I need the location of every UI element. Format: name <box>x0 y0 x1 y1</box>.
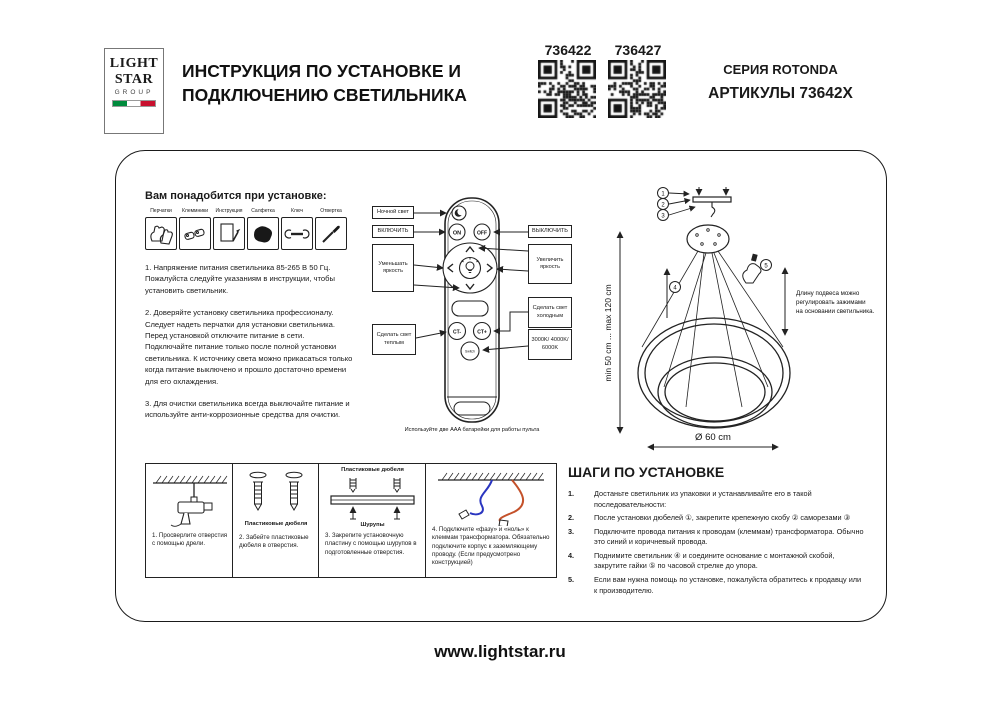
plate-screws-icon <box>325 477 420 521</box>
on-button <box>449 224 465 240</box>
ct-minus-button <box>449 323 466 340</box>
svg-text:OFF: OFF <box>477 230 487 237</box>
logo-text: LIGHT <box>109 56 159 71</box>
cloth-icon <box>250 221 276 247</box>
svg-text:CT+: CT+ <box>477 329 487 336</box>
off-button <box>474 224 490 240</box>
tool-manual <box>213 208 245 250</box>
qr-code-1 <box>538 60 596 118</box>
hand-adjusting-icon <box>743 254 772 283</box>
tool-label: Отвертка <box>320 208 342 214</box>
panel-label: Пластиковые дюбеля <box>341 467 404 473</box>
panel-caption: 4. Подключите «фазу» и «ноль» к клеммам трансформатора. Обязательно подключите корпус к заземляющему проводу. (Если предусмотрено конструкцией) <box>432 526 550 567</box>
panel-wires <box>426 464 556 577</box>
qr-label-2: 736427 <box>614 42 662 58</box>
battery-note: Используйте две AAA батарейки для работы пульта <box>404 427 540 433</box>
tool-cloth <box>247 208 279 250</box>
note-1: 1. Напряжение питания светильника 85-265 В 50 Гц. Пожалуйста следуйте указаниям в инструкции, чтобы установить светильник. <box>145 263 335 295</box>
panel-caption: 1. Просверлите отверстия с помощью дрели. <box>152 532 228 548</box>
brightness-pad <box>443 243 497 293</box>
article-number: АРТИКУЛЫ 73642X <box>708 85 853 102</box>
height-dimension <box>603 232 620 433</box>
svg-text:1: 1 <box>661 191 665 198</box>
panel-caption: 2. Забейте пластиковые дюбеля в отверстия. <box>239 534 309 550</box>
tool-label: Перчатки <box>150 208 172 214</box>
safety-notes <box>145 262 353 432</box>
diameter-dimension <box>648 432 778 447</box>
panel-label: Пластиковые дюбеля <box>244 521 308 527</box>
series-info <box>698 62 863 103</box>
tools-heading: Вам понадобится при установке: <box>145 190 327 202</box>
website-url: www.lightstar.ru <box>434 642 566 661</box>
remote-display <box>452 301 488 316</box>
ct-plus-button <box>474 323 491 340</box>
tool-clamps <box>179 208 211 250</box>
tool-screwdriver <box>315 208 347 250</box>
page-title-line1: ИНСТРУКЦИЯ ПО УСТАНОВКЕ И <box>182 61 461 81</box>
qr-code-2 <box>608 60 666 118</box>
tool-wrench <box>281 208 313 250</box>
installation-steps <box>568 464 876 599</box>
page-title <box>182 60 532 107</box>
callout-cold-light: Сделать свет холодным <box>528 297 572 328</box>
callout-numbers-top <box>658 188 696 221</box>
callout-night-light: Ночной свет <box>372 206 414 219</box>
tool-label: Салфетка <box>251 208 275 214</box>
callout-turn-on: ВКЛЮЧИТЬ <box>372 225 414 238</box>
svg-text:ON: ON <box>452 230 462 237</box>
panel-plate <box>319 464 426 577</box>
phase-wire-red <box>500 480 523 523</box>
svg-text:на основании светильника.: на основании светильника. <box>796 308 875 315</box>
neutral-wire-blue <box>470 480 492 514</box>
svg-text:Switch: Switch <box>465 349 475 354</box>
callout-warm-light: Сделать свет теплым <box>372 324 416 355</box>
panel-caption: 3. Закрепите установочную пластину с помощью шурупов в подготовленные отверстия. <box>325 532 417 556</box>
night-light-button <box>452 206 466 220</box>
dowels-icon <box>240 470 312 518</box>
svg-text:3: 3 <box>661 213 665 220</box>
svg-text:CT-: CT- <box>452 329 462 336</box>
svg-text:Длину подвеса можно: Длину подвеса можно <box>796 290 860 297</box>
tool-gloves <box>145 208 177 250</box>
step-item: 4. Поднимите светильник ④ и соедините основание с монтажной скобой, закрутите гайки ⑤ по часовой стрелке до упора. <box>568 550 835 571</box>
italian-flag-icon <box>112 100 156 107</box>
suspension-cables <box>642 251 783 407</box>
note-3: 3. Для очистки светильника всегда выключайте питание и используйте анти-коррозионные средства для очистки. <box>145 398 350 420</box>
steps-title: ШАГИ ПО УСТАНОВКЕ <box>568 464 725 480</box>
wrench-icon <box>284 221 310 247</box>
callout-brighten: Увеличить яркость <box>528 244 572 284</box>
panel-dowels <box>233 464 319 577</box>
panel-label: Шурупы <box>360 522 385 528</box>
page-title-line2: ПОДКЛЮЧЕНИЮ СВЕТИЛЬНИКА <box>182 84 467 105</box>
mounting-plate <box>693 187 731 217</box>
gloves-icon <box>148 221 174 247</box>
installation-panels <box>145 463 557 578</box>
lamp-rings <box>638 318 790 428</box>
wire-connector <box>459 510 469 519</box>
logo-text: STAR <box>114 72 154 87</box>
callout-kelvin: 3000K/ 4000K/ 6000K <box>528 329 572 360</box>
tool-label: Инструкция <box>215 208 243 214</box>
manual-icon <box>216 221 242 247</box>
drill-icon <box>150 470 230 528</box>
switch-button <box>461 342 479 360</box>
svg-text:Ø 60 cm: Ø 60 cm <box>695 432 731 443</box>
panel-drill <box>146 464 233 577</box>
step-item: 2. После установки дюбелей ①, закрепите крепежную скобу ② саморезами ③ <box>568 513 851 523</box>
lightstar-logo <box>104 48 164 134</box>
svg-text:5: 5 <box>764 263 768 270</box>
suspension-note <box>796 290 875 315</box>
note-2: 2. Доверяйте установку светильника профессионалу. Следует надеть перчатки для установки светильника. Перед установкой отключите питание в сети. Подключайте питание только после полной установки светильника. К источнику света можно прикасаться только когда питание выключено и прошло достаточно времени для его охлаждения. <box>145 308 353 386</box>
clamps-icon <box>182 221 208 247</box>
svg-text:2: 2 <box>661 202 665 209</box>
hook <box>711 202 715 217</box>
lamp-diagram <box>600 175 890 467</box>
callout-4 <box>667 269 681 318</box>
tool-label: Ключ <box>290 208 304 214</box>
step-item: 1. Достаньте светильник из упаковки и устанавливайте его в такой последовательности: <box>568 489 812 509</box>
step-item: 5. Если вам нужна помощь по установке, пожалуйста обратитесь к продавцу или к производителю. <box>568 575 862 595</box>
svg-text:регулировать зажимами: регулировать зажимами <box>796 299 866 306</box>
step-item: 3. Подключите провода питания к проводам (клеммам) трансформатора. Обычно это синий и коричневый провода. <box>568 526 864 547</box>
callout-turn-off: ВЫКЛЮЧИТЬ <box>528 225 572 238</box>
screwdriver-icon <box>318 221 344 247</box>
series-name: СЕРИЯ ROTONDA <box>723 62 838 77</box>
svg-text:min 50 cm ... max 120 cm: min 50 cm ... max 120 cm <box>603 284 613 382</box>
svg-text:4: 4 <box>673 285 677 292</box>
qr-label-1: 736422 <box>544 42 592 58</box>
wires-icon <box>430 468 552 526</box>
callout-dim: Уменьшать яркость <box>372 244 414 292</box>
tool-label: Клеммники <box>181 208 209 214</box>
logo-text: GROUP <box>114 89 154 96</box>
canopy <box>687 225 729 253</box>
